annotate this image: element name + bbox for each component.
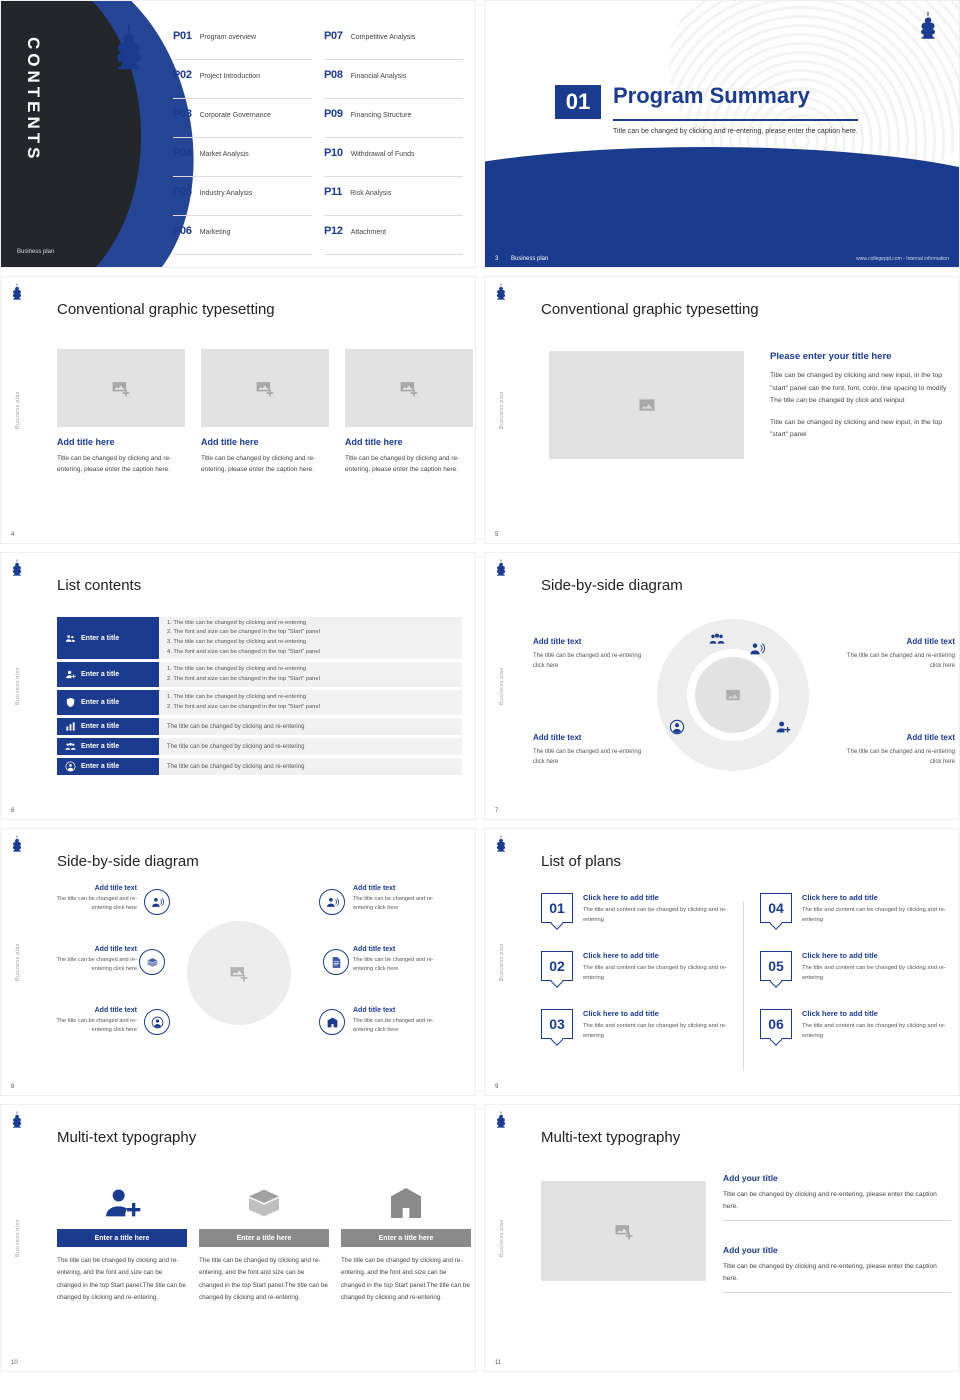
side-label: Business plan <box>15 1219 21 1257</box>
caption-block <box>57 437 185 476</box>
crest-icon <box>9 283 25 301</box>
label-heading: Add title text <box>533 637 582 646</box>
page-title: List contents <box>57 577 142 594</box>
plan-body: The title and content can be changed by clicking and re-entering <box>802 1023 946 1039</box>
block-heading: Add your title <box>723 1173 778 1183</box>
plan-number: 06 <box>760 1009 792 1039</box>
plan-body: The title and content can be changed by clicking and re-entering <box>583 965 727 981</box>
page-number: 6 <box>11 808 15 814</box>
section-subtext: Title can be changed by clicking and re-entering, please enter the caption here. <box>613 128 858 135</box>
row-bullet: 4. The font and size can be changed in the top "Start" panel <box>167 648 320 655</box>
watermark-text: www.collegeppt.com - Internal information <box>856 256 949 262</box>
row-bullet: 2. The font and size can be changed in the top "Start" panel <box>167 703 320 710</box>
toc-item[interactable] <box>173 177 312 216</box>
plan-item[interactable] <box>760 893 951 943</box>
list-item[interactable] <box>57 738 462 755</box>
slide-multitext-3col <box>0 1104 476 1372</box>
page-number: 9 <box>495 1084 499 1090</box>
blue-swoosh <box>484 147 960 268</box>
row-label: Enter a title <box>81 699 120 706</box>
node-heading: Add title text <box>353 1007 396 1014</box>
toc-label: Attachment <box>350 229 387 236</box>
node-icon-2[interactable] <box>139 949 165 975</box>
row-text: The title can be changed by clicking and re-entering <box>167 743 305 750</box>
block-body: Title can be changed by clicking and re-entering, please enter the caption here. <box>723 1191 937 1210</box>
slide-graphic-typesetting-image-text <box>484 276 960 544</box>
slide-list-of-plans <box>484 828 960 1096</box>
row-text: The title can be changed by clicking and re-entering <box>167 723 305 730</box>
toc-item[interactable] <box>173 138 312 177</box>
toc-item[interactable] <box>173 216 312 255</box>
side-label: Business plan <box>15 667 21 705</box>
row-text: The title can be changed by clicking and re-entering <box>167 763 305 770</box>
side-label: Business plan <box>15 391 21 429</box>
badge-person-icon <box>65 761 76 772</box>
row-bullet: 3. The title can be changed by clicking and re-entering <box>167 639 307 645</box>
image-placeholder[interactable] <box>549 351 744 459</box>
row-pill[interactable] <box>57 758 159 775</box>
column-body: The title can be changed by clicking and re-entering, and the font and size can be changed in the top Start panel.The title can be changed by clicking and re-entering. <box>57 1257 186 1301</box>
row-label: Enter a title <box>81 671 120 678</box>
label-block <box>835 637 955 671</box>
list-item[interactable] <box>57 662 462 687</box>
page-title: Conventional graphic typesetting <box>541 301 759 318</box>
label-heading: Add title text <box>906 637 955 646</box>
label-block <box>835 733 955 767</box>
row-pill[interactable] <box>57 617 159 659</box>
label-block <box>533 637 653 671</box>
caption-block <box>201 437 329 476</box>
center-image-placeholder[interactable] <box>187 921 291 1025</box>
caption-body: Title can be changed by clicking and re-entering, please enter the caption here. <box>57 455 172 474</box>
plan-number: 01 <box>541 893 573 923</box>
plan-heading: Click here to add title <box>583 893 659 902</box>
text-column <box>199 1177 329 1304</box>
toc-label: Market Analysis <box>199 151 249 158</box>
caption-body: Title can be changed by clicking and re-entering, please enter the caption here. <box>345 455 460 474</box>
toc-label: Competitive Analysis <box>350 34 416 41</box>
toc-number: P04 <box>173 147 192 159</box>
page-number: 3 <box>495 256 499 262</box>
row-pill[interactable] <box>57 690 159 715</box>
column-title-bar[interactable]: Enter a title here <box>341 1229 471 1247</box>
image-placeholder[interactable] <box>345 349 473 427</box>
plan-number: 05 <box>760 951 792 981</box>
text-heading: Please enter your title here <box>770 351 892 362</box>
toc-item[interactable] <box>324 138 463 177</box>
node-heading: Add title text <box>94 1007 137 1014</box>
crest-icon <box>9 559 25 577</box>
column-body: The title can be changed by clicking and re-entering, and the font and size can be changed in the top Start panel.The title can be changed by clicking and re-entering. <box>199 1257 328 1301</box>
toc-item[interactable] <box>324 99 463 138</box>
plan-item[interactable] <box>541 951 732 1001</box>
plan-item[interactable] <box>541 1009 732 1059</box>
page-number: 7 <box>495 808 499 814</box>
crest-icon <box>107 23 151 73</box>
caption-heading: Add title here <box>345 437 403 447</box>
toc-number: P01 <box>173 30 192 42</box>
plan-number: 02 <box>541 951 573 981</box>
toc-number: P10 <box>324 147 343 159</box>
image-placeholder[interactable] <box>541 1181 706 1281</box>
row-pill[interactable] <box>57 662 159 687</box>
row-body <box>159 690 462 715</box>
node-icon-5[interactable] <box>323 949 349 975</box>
toc-number: P02 <box>173 69 192 81</box>
donut-diagram <box>657 619 809 771</box>
plan-body: The title and content can be changed by clicking and re-entering <box>583 907 727 923</box>
label-body: The title can be changed and re-entering click here <box>533 653 642 670</box>
plan-heading: Click here to add title <box>802 893 878 902</box>
row-bullet: 2. The font and size can be changed in the top "Start" panel <box>167 629 320 636</box>
label-heading: Add title text <box>533 733 582 742</box>
node-caption <box>49 885 137 913</box>
plan-number: 03 <box>541 1009 573 1039</box>
toc-label: Financial Analysis <box>350 73 407 80</box>
node-icon-1[interactable] <box>144 889 170 915</box>
slide1-footer-label: Business plan <box>17 249 55 255</box>
people-icon[interactable] <box>709 631 725 647</box>
page-number: 11 <box>495 1360 502 1366</box>
table-of-contents <box>173 21 463 255</box>
text-block <box>770 351 948 451</box>
node-body: The title can be changed and re-entering click here <box>56 896 137 911</box>
slide-list-contents <box>0 552 476 820</box>
footer-label: Business plan <box>511 256 549 262</box>
node-body: The title can be changed and re-entering click here <box>56 1018 137 1033</box>
toc-label: Financing Structure <box>350 112 412 119</box>
toc-label: Withdrawal of Funds <box>350 151 415 158</box>
users-group-icon <box>65 633 76 644</box>
crest-icon <box>493 283 509 301</box>
list-item[interactable] <box>57 758 462 775</box>
column-title-bar[interactable]: Enter a title here <box>57 1229 187 1247</box>
page-title: Side-by-side diagram <box>57 853 199 870</box>
node-body: The title can be changed and re-entering click here <box>353 896 434 911</box>
list-item[interactable] <box>57 617 462 659</box>
plan-number: 04 <box>760 893 792 923</box>
image-row <box>57 349 473 427</box>
plan-body: The title and content can be changed by clicking and re-entering <box>583 1023 727 1039</box>
crest-icon <box>493 1111 509 1129</box>
plan-heading: Click here to add title <box>583 1009 659 1018</box>
plans-grid <box>541 893 951 1059</box>
person-check-icon[interactable] <box>669 719 685 735</box>
node-heading: Add title text <box>94 946 137 953</box>
box-icon <box>199 1177 329 1229</box>
text-paragraph: Title can be changed by clicking and new input, in the top "start" panel <box>770 418 943 439</box>
plan-body: The title and content can be changed by clicking and re-entering <box>802 965 946 981</box>
row-body <box>159 662 462 687</box>
person-add-icon <box>57 1177 187 1229</box>
node-body: The title can be changed and re-entering click here <box>56 957 137 972</box>
node-body: The title can be changed and re-entering click here <box>353 957 434 972</box>
crest-icon <box>9 1111 25 1129</box>
toc-label: Risk Analysis <box>350 190 392 197</box>
toc-item[interactable] <box>324 216 463 255</box>
page-title: Multi-text typography <box>57 1129 197 1146</box>
person-add-icon <box>65 669 76 680</box>
row-bullet: 1. The title can be changed by clicking and re-entering <box>167 665 307 672</box>
node-icon-6[interactable] <box>319 1009 345 1035</box>
node-caption <box>49 946 137 974</box>
text-paragraph: Title can be changed by clicking and new input, in the top "start" panel can the font, font, color, line spacing to modify The title can be changed by click and reinput <box>770 372 947 405</box>
text-block <box>723 1173 951 1221</box>
page-title: Multi-text typography <box>541 1129 681 1146</box>
node-caption <box>49 1007 137 1035</box>
row-label: Enter a title <box>81 763 120 770</box>
text-block <box>723 1245 951 1293</box>
caption-body: Title can be changed by clicking and re-entering, please enter the caption here. <box>201 455 316 474</box>
page-number: 8 <box>11 1084 15 1090</box>
text-column <box>57 1177 187 1304</box>
slide-multitext-image <box>484 1104 960 1372</box>
row-bullet: 1. The title can be changed by clicking and re-entering <box>167 619 307 626</box>
label-body: The title can be changed and re-entering click here <box>533 749 642 766</box>
toc-number: P12 <box>324 225 343 237</box>
row-label: Enter a title <box>81 743 120 750</box>
crest-icon <box>493 559 509 577</box>
plan-item[interactable] <box>541 893 732 943</box>
person-group-icon[interactable] <box>775 719 791 735</box>
side-label: Business plan <box>499 667 505 705</box>
caption-heading: Add title here <box>57 437 115 447</box>
node-caption <box>353 885 441 913</box>
toc-label: Marketing <box>199 229 231 236</box>
toc-label: Program overview <box>199 34 257 41</box>
toc-item[interactable] <box>324 21 463 60</box>
toc-item[interactable] <box>173 99 312 138</box>
toc-item[interactable] <box>324 60 463 99</box>
label-block <box>533 733 653 767</box>
side-label: Business plan <box>499 1219 505 1257</box>
page-title: Conventional graphic typesetting <box>57 301 275 318</box>
crest-icon <box>493 835 509 853</box>
row-pill[interactable] <box>57 738 159 755</box>
row-body <box>159 758 462 775</box>
crest-icon <box>9 835 25 853</box>
image-placeholder[interactable] <box>57 349 185 427</box>
node-caption <box>353 1007 441 1035</box>
toc-number: P03 <box>173 108 192 120</box>
toc-number: P09 <box>324 108 343 120</box>
side-label: Business plan <box>499 943 505 981</box>
row-label: Enter a title <box>81 634 120 642</box>
toc-number: P05 <box>173 186 192 198</box>
side-label: Business plan <box>499 391 505 429</box>
toc-item[interactable] <box>173 60 312 99</box>
section-title: Program Summary <box>613 83 810 108</box>
slide-side-by-side-six <box>0 828 476 1096</box>
row-bullet: 1. The title can be changed by clicking and re-entering <box>167 693 307 700</box>
bar-chart-icon <box>65 721 76 732</box>
toc-label: Industry Analysis <box>199 190 253 197</box>
toc-number: P11 <box>324 186 343 198</box>
column-body: The title can be changed by clicking and re-entering, and the font and size can be changed in the top Start panel.The title can be changed by clicking and re-entering. <box>341 1257 470 1301</box>
node-heading: Add title text <box>353 885 396 892</box>
title-rule <box>613 119 858 121</box>
plan-heading: Click here to add title <box>802 951 878 960</box>
section-number: 01 <box>555 85 601 119</box>
page-number: 5 <box>495 532 499 538</box>
slide-section-cover <box>484 0 960 268</box>
plan-body: The title and content can be changed by clicking and re-entering <box>802 907 946 923</box>
toc-number: P07 <box>324 30 343 42</box>
block-heading: Add your title <box>723 1245 778 1255</box>
caption-block <box>345 437 473 476</box>
building-icon <box>341 1177 471 1229</box>
node-icon-3[interactable] <box>144 1009 170 1035</box>
label-heading: Add title text <box>906 733 955 742</box>
list-item[interactable] <box>57 718 462 735</box>
row-body <box>159 617 462 659</box>
slide-contents <box>0 0 476 268</box>
node-icon-4[interactable] <box>319 889 345 915</box>
page-number: 10 <box>11 1360 18 1366</box>
page-title: List of plans <box>541 853 622 870</box>
plan-heading: Click here to add title <box>802 1009 878 1018</box>
plan-item[interactable] <box>760 951 951 1001</box>
image-placeholder[interactable] <box>201 349 329 427</box>
page-title: Side-by-side diagram <box>541 577 683 594</box>
toc-number: P08 <box>324 69 343 81</box>
column-title-bar[interactable]: Enter a title here <box>199 1229 329 1247</box>
caption-heading: Add title here <box>201 437 259 447</box>
person-voice-icon[interactable] <box>749 641 765 657</box>
toc-item[interactable] <box>173 21 312 60</box>
node-caption <box>353 946 441 974</box>
row-pill[interactable] <box>57 718 159 735</box>
node-heading: Add title text <box>94 885 137 892</box>
row-label: Enter a title <box>81 723 120 730</box>
toc-label: Corporate Governance <box>199 112 271 119</box>
node-body: The title can be changed and re-entering click here <box>353 1018 434 1033</box>
plan-item[interactable] <box>760 1009 951 1059</box>
row-bullet: 2. The font and size can be changed in the top "Start" panel <box>167 675 320 682</box>
page-number: 4 <box>11 532 15 538</box>
toc-label: Project Introduction <box>199 73 260 80</box>
label-body: The title can be changed and re-entering click here <box>846 749 955 766</box>
toc-item[interactable] <box>324 177 463 216</box>
block-body: Title can be changed by clicking and re-entering, please enter the caption here. <box>723 1263 937 1282</box>
list-rows <box>57 617 462 778</box>
row-body <box>159 738 462 755</box>
shield-icon <box>65 697 76 708</box>
contents-heading: CONTENTS <box>24 37 43 163</box>
row-body <box>159 718 462 735</box>
text-column <box>341 1177 471 1304</box>
list-item[interactable] <box>57 690 462 715</box>
crest-icon <box>915 11 941 41</box>
toc-number: P06 <box>173 225 192 237</box>
donut-center-image[interactable] <box>695 657 771 733</box>
label-body: The title can be changed and re-entering click here <box>846 653 955 670</box>
side-label: Business plan <box>15 943 21 981</box>
slide-graphic-typesetting-3col <box>0 276 476 544</box>
plan-heading: Click here to add title <box>583 951 659 960</box>
people-icon <box>65 741 76 752</box>
slide-side-by-side-donut <box>484 552 960 820</box>
node-heading: Add title text <box>353 946 396 953</box>
